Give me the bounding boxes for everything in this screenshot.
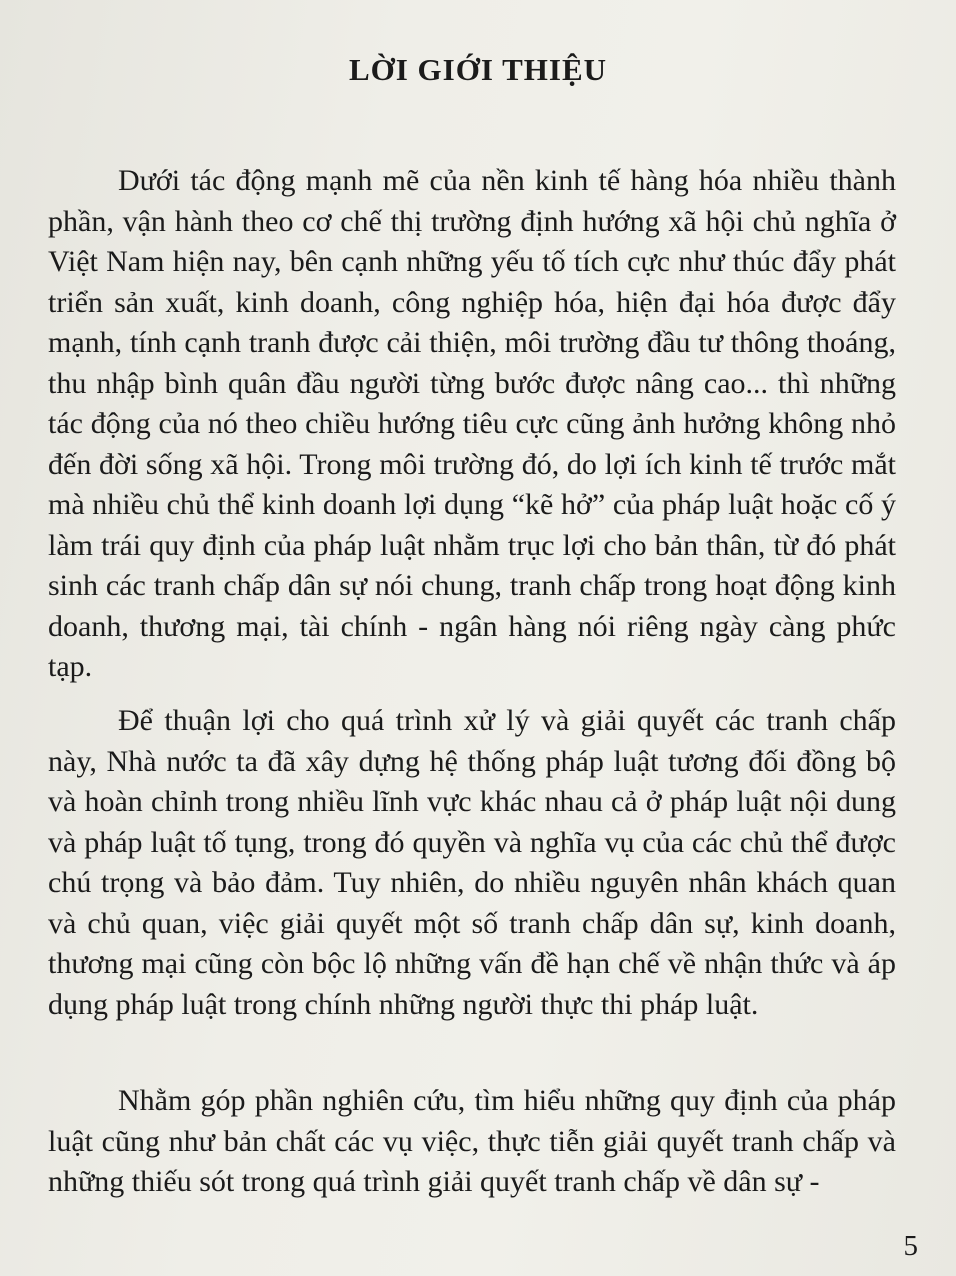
page-number: 5 [903, 1230, 918, 1262]
page-title: LỜI GIỚI THIỆU [348, 52, 608, 87]
paragraph-1: Dưới tác động mạnh mẽ của nền kinh tế hàng hóa nhiều thành phần, vận hành theo cơ chế thị trường định hướng xã hội chủ nghĩa ở Việt Nam hiện nay, bên cạnh những yếu tố tích cực như thúc đẩy phát triển sản xuất, kinh doanh, công nghiệp hóa, hiện đại hóa được đẩy mạnh, tính cạnh tranh được cải thiện, môi trường đầu tư thông thoáng, thu nhập bình quân đầu người từng bước được nâng cao... thì những tác động của nó theo chiều hướng tiêu cực cũng ảnh hưởng không nhỏ đến đời sống xã hội. Trong môi trường đó, do lợi ích kinh tế trước mắt mà nhiều chủ thể kinh doanh lợi dụng “kẽ hở” của pháp luật hoặc cố ý làm trái quy định của pháp luật nhằm trục lợi cho bản thân, từ đó phát sinh các tranh chấp dân sự nói chung, tranh chấp trong hoạt động kinh doanh, thương mại, tài chính - ngân hàng nói riêng ngày càng phức tạp. [48, 164, 896, 683]
paragraph-2: Để thuận lợi cho quá trình xử lý và giải quyết các tranh chấp này, Nhà nước ta đã xây dựng hệ thống pháp luật tương đối đồng bộ và hoàn chỉnh trong nhiều lĩnh vực khác nhau cả ở pháp luật nội dung và pháp luật tố tụng, trong đó quyền và nghĩa vụ của các chủ thể được chú trọng và bảo đảm. Tuy nhiên, do nhiều nguyên nhân khách quan và chủ quan, việc giải quyết một số tranh chấp dân sự, kinh doanh, thương mại cũng còn bộc lộ những vấn đề hạn chế về nhận thức và áp dụng pháp luật trong chính những người thực thi pháp luật. [48, 704, 896, 1021]
paragraph-3: Nhằm góp phần nghiên cứu, tìm hiểu những quy định của pháp luật cũng như bản chất các vụ việc, thực tiễn giải quyết tranh chấp và những thiếu sót trong quá trình giải quyết tranh chấp về dân sự - [48, 1084, 896, 1198]
